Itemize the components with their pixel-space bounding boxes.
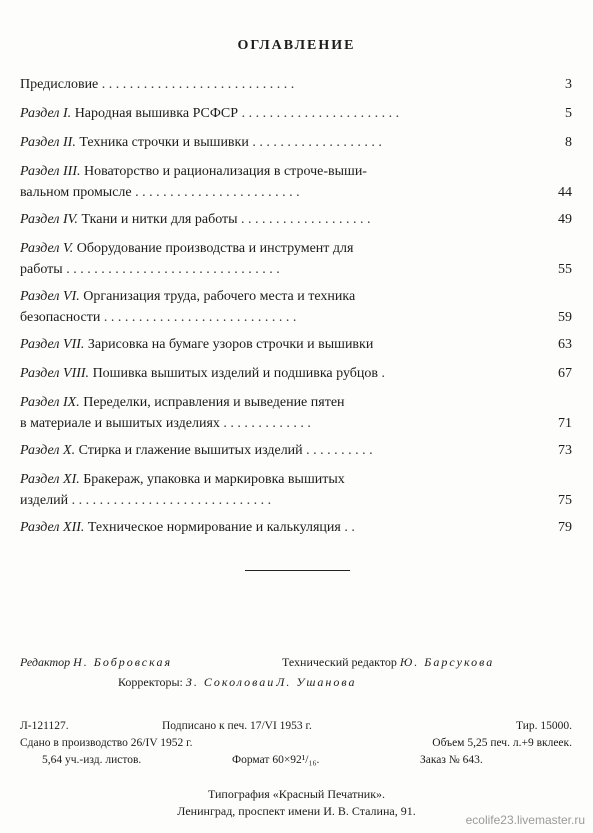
toc-entry (20, 286, 572, 328)
toc-entry-title: Техническое нормирование и калькуляция (87, 520, 341, 535)
corrector-2: Л. Ушанова (276, 675, 357, 689)
toc-entry-title: в материале и вышитых изделиях (20, 416, 220, 431)
editor-name: Н. Бобровская (73, 655, 173, 669)
toc-entry-line (20, 307, 572, 328)
toc-section-label: Раздел IV. (20, 212, 78, 227)
toc-page-number: 75 (558, 493, 572, 508)
toc-entry-title: Организация труда, рабочего места и техника (83, 289, 356, 304)
toc-entry-line (20, 132, 572, 153)
toc-leader-dots: . . . . . . . . . . . . . . . . . . . . . . . . . . . . (103, 310, 297, 325)
imprint-volume: Объем 5,25 печ. л.+9 вклеек. (432, 737, 572, 749)
toc-entry (20, 238, 572, 280)
corrector-1: З. Соколова (185, 675, 268, 689)
printer-line-2: Ленинград, проспект имени И. В. Сталина, 91. (177, 804, 416, 818)
toc-leader-dots: . . . . . . . . . . . . . . . . . . . (241, 212, 371, 227)
toc-page-number: 8 (565, 135, 572, 150)
toc-entry-line (20, 161, 572, 182)
toc-entry-line (20, 392, 572, 413)
table-of-contents (20, 74, 572, 538)
toc-entry-line (20, 238, 572, 259)
toc-entry-title: Предисловие (20, 77, 99, 92)
toc-page-number: 63 (558, 337, 572, 352)
and-word: и (267, 675, 274, 689)
toc-page-number: 49 (558, 212, 572, 227)
toc-page-number: 67 (558, 366, 572, 381)
toc-page-number: 73 (558, 443, 572, 458)
imprint-sheets: 5,64 уч.-изд. листов. (42, 754, 142, 766)
toc-section-label: Раздел III. (20, 164, 81, 179)
toc-leader-dots: . . . . . . . . . . (306, 443, 373, 458)
toc-page-number: 3 (565, 77, 572, 92)
toc-leader-dots: . . . . . . . . . . . . . . . . . . . . . . . (241, 106, 400, 121)
imprint-order: Заказ № 643. (420, 754, 483, 766)
toc-entry (20, 334, 572, 355)
toc-section-label: Раздел VII. (20, 337, 85, 352)
toc-entry-line (20, 259, 572, 280)
toc-entry-title: Переделки, исправления и выведение пятен (83, 395, 345, 410)
toc-entry-line (20, 103, 572, 124)
imprint-signed: Подписано к печ. 17/VI 1953 г. (162, 720, 312, 732)
toc-entry-line (20, 517, 572, 538)
toc-entry-line (20, 334, 572, 355)
toc-section-label: Раздел II. (20, 135, 76, 150)
toc-section-label: Раздел I. (20, 106, 72, 121)
correctors-label: Корректоры: (118, 675, 183, 689)
toc-leader-dots: . . . . . . . . . . . . . . . . . . . . . . . . . . . . . . . (66, 262, 280, 277)
toc-leader-dots: . . (344, 520, 355, 535)
imprint-code: Л-121127. (20, 720, 69, 732)
page-title: ОГЛАВЛЕНИЕ (237, 38, 356, 53)
tech-editor-name: Ю. Барсукова (399, 655, 495, 669)
printer-line-1: Типография «Красный Печатник». (207, 787, 386, 801)
imprint (20, 720, 572, 771)
toc-entry (20, 103, 572, 124)
toc-entry-title: изделий (20, 493, 69, 508)
toc-entry-line (20, 209, 572, 230)
toc-section-label: Раздел X. (20, 443, 76, 458)
toc-entry (20, 392, 572, 434)
toc-entry-title: вальном промысле (20, 185, 132, 200)
toc-page-number: 79 (558, 520, 572, 535)
toc-entry-title: безопасности (20, 310, 101, 325)
toc-page-number: 71 (558, 416, 572, 431)
toc-entry-line (20, 440, 572, 461)
toc-entry-line (20, 74, 572, 95)
toc-entry (20, 440, 572, 461)
toc-entry (20, 209, 572, 230)
toc-section-label: Раздел VI. (20, 289, 80, 304)
imprint-circulation: Тир. 15000. (515, 720, 572, 732)
toc-entry-line (20, 363, 572, 384)
toc-entry-line (20, 413, 572, 434)
toc-entry-line (20, 286, 572, 307)
toc-section-label: Раздел VIII. (20, 366, 90, 381)
toc-section-label: Раздел IX. (20, 395, 80, 410)
toc-section-label: Раздел XII. (20, 520, 85, 535)
toc-leader-dots: . . . . . . . . . . . . . . . . . . . . . . . . . . . . (101, 77, 295, 92)
toc-entry-title: Стирка и глажение вышитых изделий (78, 443, 303, 458)
divider-rule (245, 570, 350, 571)
toc-entry-line (20, 469, 572, 490)
editor-label: Редактор (20, 655, 71, 669)
toc-page-number: 59 (558, 310, 572, 325)
toc-leader-dots: . (381, 366, 385, 381)
toc-entry-title: Бракераж, упаковка и маркировка вышитых (83, 472, 345, 487)
toc-entry-title: Оборудование производства и инструмент для (76, 241, 354, 256)
toc-entry-title: Народная вышивка РСФСР (74, 106, 239, 121)
imprint-format: Формат 60×92¹/₁₆. (232, 754, 320, 766)
toc-entry-line (20, 182, 572, 203)
toc-entry (20, 469, 572, 511)
toc-entry-title: Зарисовка на бумаге узоров строчки и вышивки (87, 337, 374, 352)
toc-page-number: 44 (558, 185, 572, 200)
toc-entry-title: работы (20, 262, 63, 277)
toc-entry-title: Ткани и нитки для работы (81, 212, 238, 227)
toc-leader-dots: . . . . . . . . . . . . . . . . . . . (252, 135, 382, 150)
toc-leader-dots: . . . . . . . . . . . . . . . . . . . . . . . . (135, 185, 300, 200)
imprint-sent: Сдано в производство 26/IV 1952 г. (20, 737, 193, 749)
toc-entry (20, 363, 572, 384)
toc-entry (20, 74, 572, 95)
tech-editor-label: Технический редактор (282, 655, 397, 669)
toc-page-number: 55 (558, 262, 572, 277)
toc-entry-title: Новаторство и рационализация в строче-выши- (84, 164, 367, 179)
toc-section-label: Раздел V. (20, 241, 74, 256)
toc-section-label: Раздел XI. (20, 472, 80, 487)
toc-entry-line (20, 490, 572, 511)
toc-page-number: 5 (565, 106, 572, 121)
toc-entry-title: Техника строчки и вышивки (79, 135, 249, 150)
watermark: ecolife23.livemaster.ru (465, 813, 585, 827)
toc-entry-title: Пошивка вышитых изделий и подшивка рубцов (92, 366, 378, 381)
toc-leader-dots: . . . . . . . . . . . . . (223, 416, 311, 431)
toc-entry (20, 132, 572, 153)
toc-entry (20, 517, 572, 538)
toc-entry (20, 161, 572, 203)
toc-leader-dots: . . . . . . . . . . . . . . . . . . . . . . . . . . . . . (71, 493, 272, 508)
credits (20, 655, 572, 695)
